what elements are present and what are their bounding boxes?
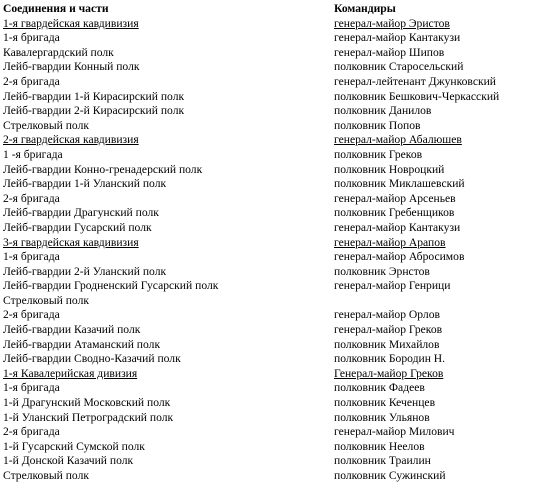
table-row [3,250,551,265]
table-row [3,119,551,134]
unit-name: Стрелковый полк [3,118,89,132]
table-header [3,2,551,17]
unit-name: Кавалергардский полк [3,45,114,59]
commander-name: полковник Фадеев [334,381,425,395]
division-commander: генерал-майор Арапов [334,235,446,249]
unit-name: 1-й Уланский Петроградский полк [3,410,174,424]
table-row [3,221,551,236]
unit-name: Лейб-гвардии 2-й Кирасирский полк [3,104,185,118]
division-commander: генерал-майор Абалюшев [334,133,462,147]
table-row [3,308,551,323]
commander-name: генерал-майор Арсеньев [334,191,456,205]
commander-name: полковник Кеченцев [334,396,436,410]
commander-name: полковник Данилов [334,104,432,118]
division-name: 2-я гвардейская кавдивизия [3,133,139,147]
commander-name: полковник Старосельский [334,60,464,74]
unit-name: 1 -я бригада [3,147,63,161]
table-row [3,206,551,221]
unit-name: Лейб-гвардии Атаманский полк [3,337,161,351]
division-name: 1-я Кавалерийская дивизия [3,366,138,380]
table-row [3,163,551,178]
table-row [3,411,551,426]
commander-name: генерал-майор Генрици [334,279,451,293]
unit-name: 1-я бригада [3,250,60,264]
table-row [3,265,551,280]
unit-name: Лейб-гвардии Сводно-Казачий полк [3,352,181,366]
unit-name: 1-й Драгунский Московский полк [3,396,171,410]
unit-name: 2-я бригада [3,191,60,205]
table-row [3,352,551,367]
unit-name: Лейб-гвардии 1-й Кирасирский полк [3,89,185,103]
table-row [3,46,551,61]
table-row [3,90,551,105]
unit-name: Лейб-гвардии Конный полк [3,60,140,74]
table-row [3,469,551,484]
commander-name: полковник Ульянов [334,410,430,424]
commander-name: полковник Михайлов [334,337,440,351]
unit-name: 1-й Гусарский Сумской полк [3,439,145,453]
table-row [3,396,551,411]
unit-name: Лейб-гвардии Конно-гренадерский полк [3,162,203,176]
commander-name: генерал-майор Шипов [334,45,445,59]
unit-name: 2-я бригада [3,425,60,439]
commander-name: полковник Сужинский [334,469,446,482]
unit-name: Лейб-гвардии Гродненский Гусарский полк [3,279,219,293]
unit-name: Лейб-гвардии Казачий полк [3,323,141,337]
commander-name: полковник Новроцкий [334,162,445,176]
commander-name: генерал-майор Абросимов [334,250,465,264]
commander-name: полковник Неелов [334,439,425,453]
commander-name: полковник Греков [334,147,423,161]
commanders-column-header: Командиры [334,2,396,15]
division-row [3,236,551,251]
table-row [3,440,551,455]
unit-name: Лейб-гвардии 1-й Уланский полк [3,177,167,191]
table-row [3,177,551,192]
unit-name: 1-я бригада [3,381,60,395]
table-row [3,75,551,90]
division-name: 1-я гвардейская кавдивизия [3,16,139,30]
commander-name: генерал-майор Орлов [334,308,440,322]
commander-name: полковник Траилин [334,454,431,468]
table-row [3,60,551,75]
division-commander: Генерал-майор Греков [334,366,444,380]
table-row [3,148,551,163]
commander-name: полковник Бородин Н. [334,352,446,366]
commander-name: генерал-лейтенант Джунковский [334,74,497,88]
commander-name [334,294,551,309]
commander-name: полковник Миклашевский [334,177,465,191]
commander-name: генерал-майор Греков [334,323,443,337]
unit-name: Лейб-гвардии Гусарский полк [3,220,152,234]
table-row [3,104,551,119]
unit-name: Лейб-гвардии 2-й Уланский полк [3,264,167,278]
division-row [3,367,551,382]
table-row [3,192,551,207]
unit-name: 2-я бригада [3,308,60,322]
table-row [3,323,551,338]
division-commander: генерал-майор Эристов [334,16,450,30]
table-row [3,31,551,46]
table-row [3,338,551,353]
commander-name: генерал-майор Милович [334,425,455,439]
commander-name: полковник Попов [334,118,421,132]
header-row [3,2,551,17]
unit-name: 2-я бригада [3,74,60,88]
order-of-battle-table [3,2,551,484]
division-name: 3-я гвардейская кавдивизия [3,235,139,249]
unit-name: 1-я бригада [3,31,60,45]
commander-name: полковник Эрнстов [334,264,430,278]
unit-name: Лейб-гвардии Драгунский полк [3,206,159,220]
commander-name: полковник Гребенщиков [334,206,455,220]
unit-name: 1-й Донской Казачий полк [3,454,134,468]
table-row [3,279,551,294]
units-column-header: Соединения и части [3,2,109,15]
table-body [3,17,551,484]
commander-name: генерал-майор Кантакузи [334,220,461,234]
table-row [3,381,551,396]
commander-name: генерал-майор Кантакузи [334,31,461,45]
unit-name: Стрелковый полк [3,293,89,307]
division-row [3,17,551,32]
commander-name: полковник Бешкович-Черкасский [334,89,500,103]
table-row [3,454,551,469]
unit-name: Стрелковый полк [3,469,89,482]
division-row [3,133,551,148]
table-row [3,425,551,440]
table-row [3,294,551,309]
